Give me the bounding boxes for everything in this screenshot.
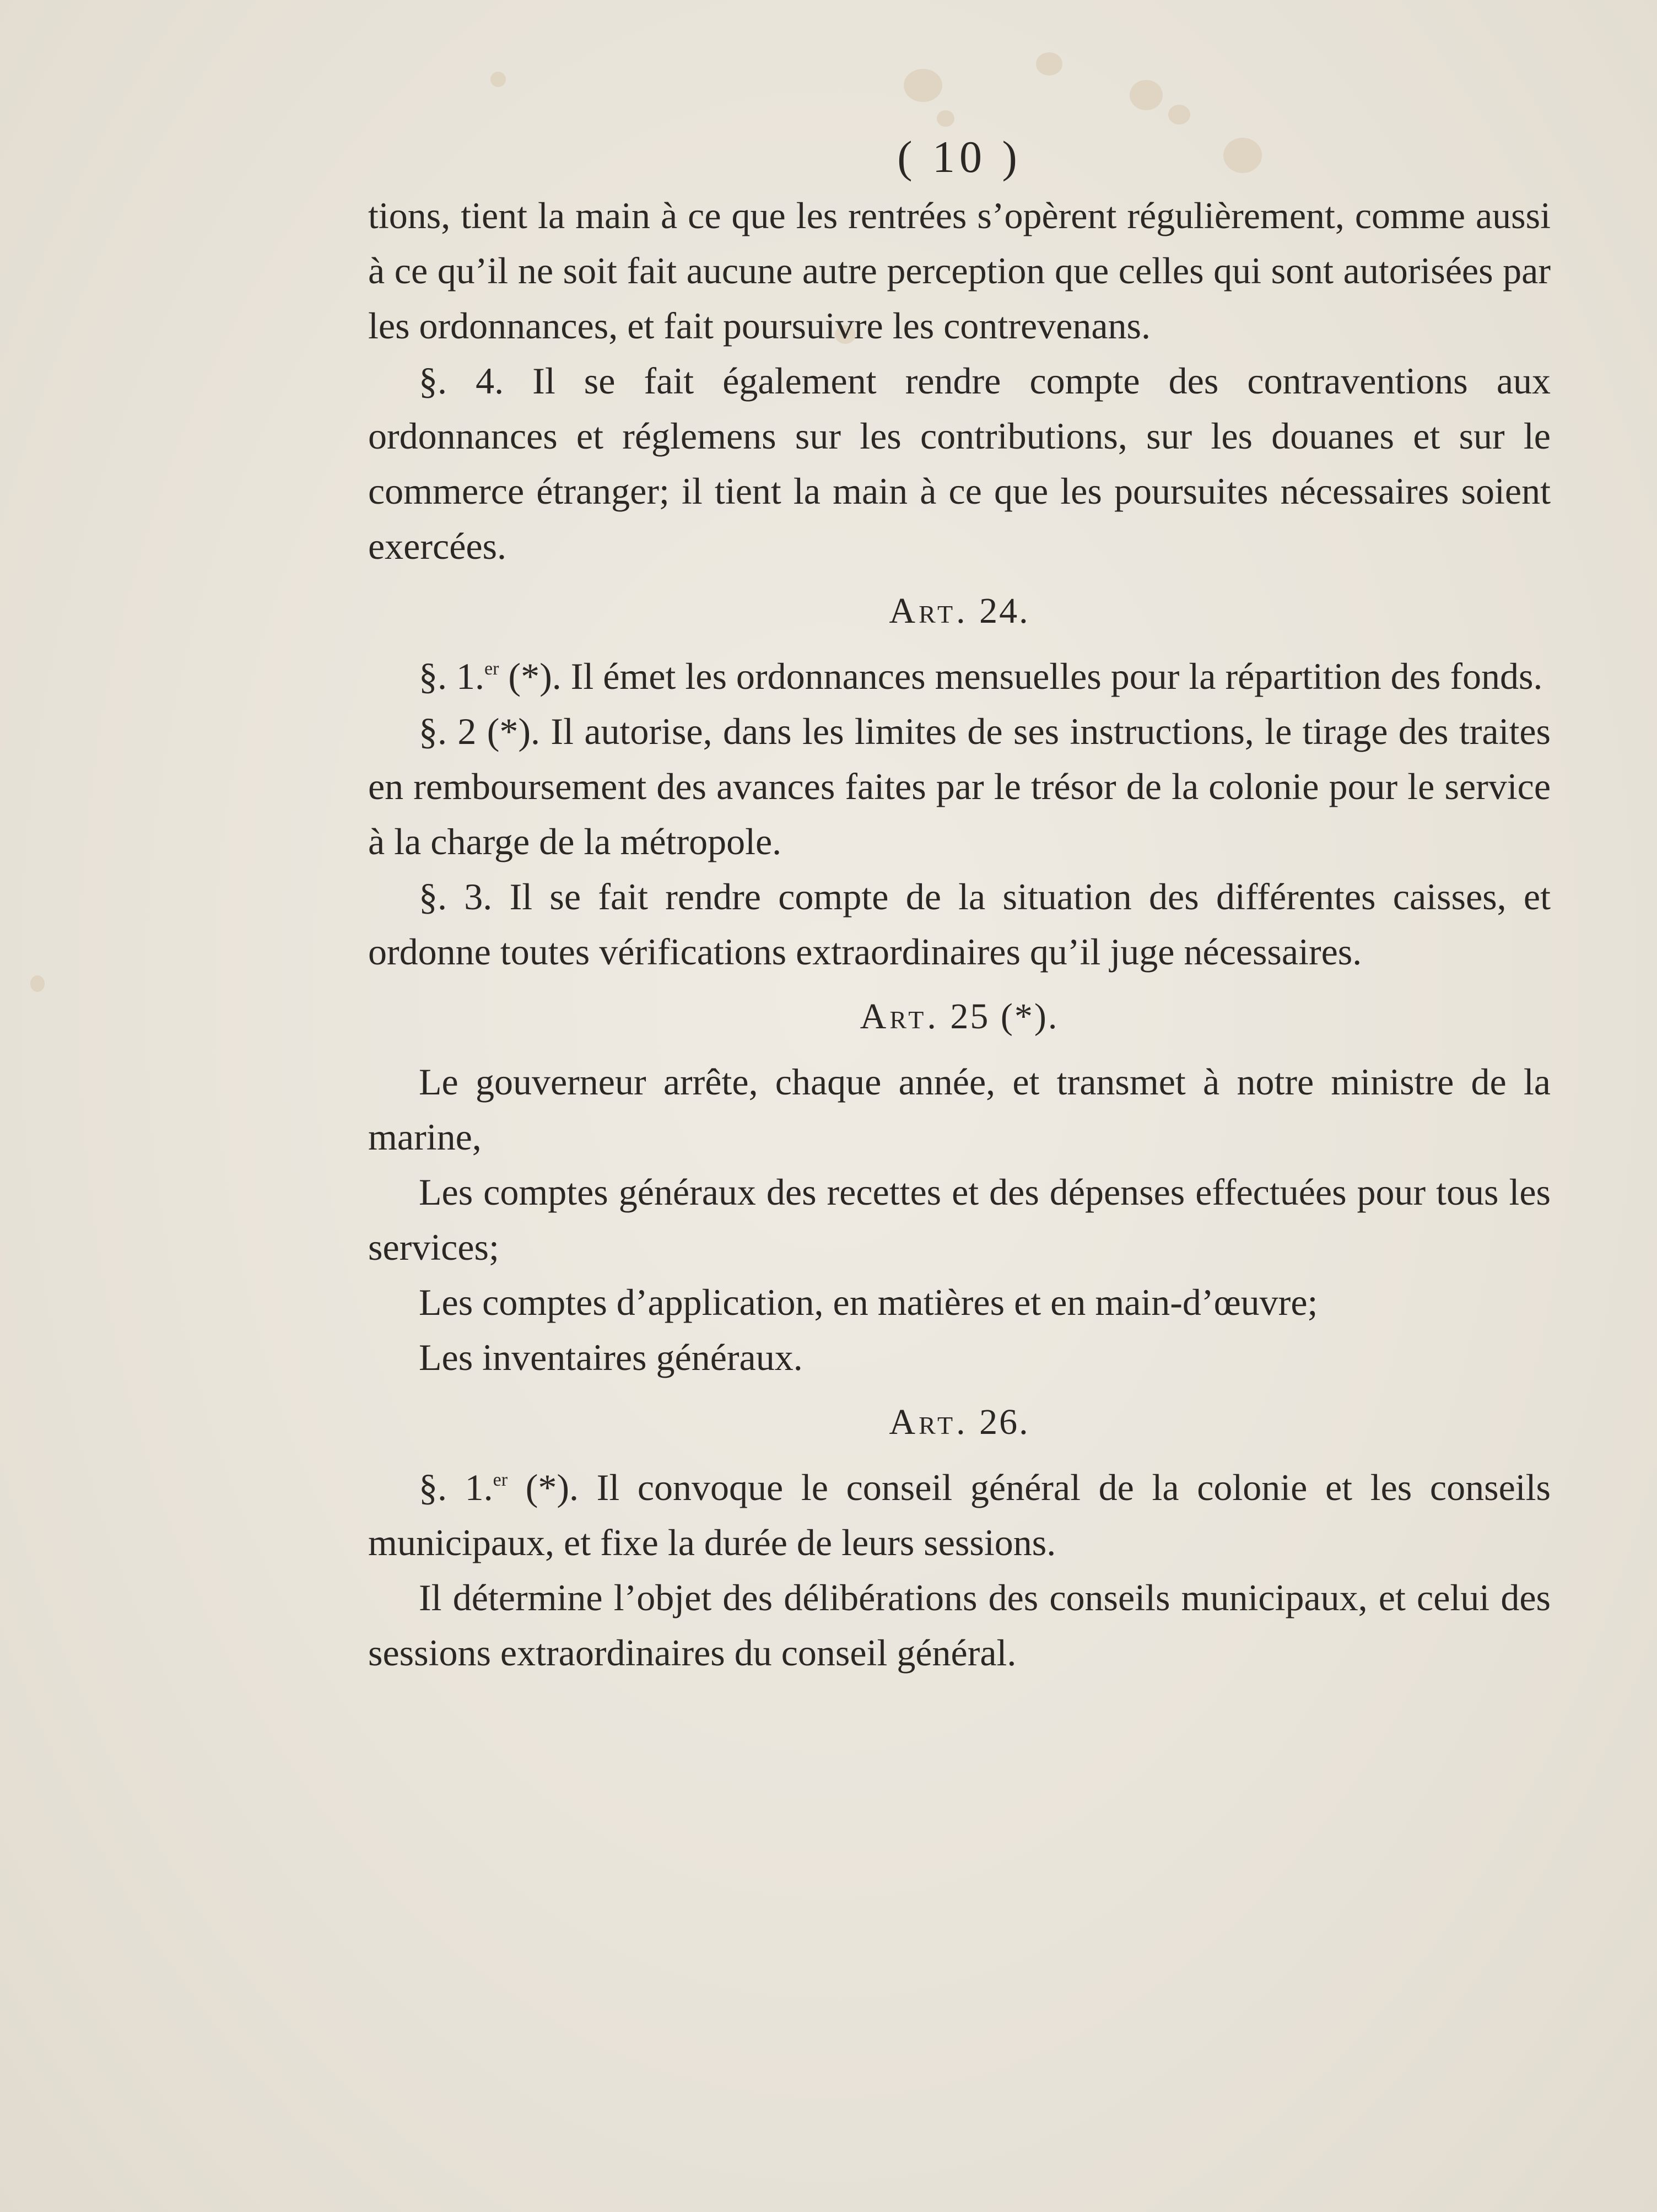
paragraph-art25-item-1: Les comptes généraux des recettes et des dépenses effectuées pour tous les services; [368,1171,1551,1268]
article-label: Art. [889,591,969,631]
article-heading-25 [368,989,1551,1044]
foxing-spot [30,975,45,992]
foxing-spot [1168,105,1190,125]
paragraph-art25-item-2: Les comptes d’application, en matières et en main-d’œuvre; [419,1281,1318,1323]
section-prefix: §. 1. [419,1466,493,1508]
article-number: 25 (*). [950,996,1059,1037]
paragraph-section-4: §. 4. Il se fait également rendre compte des contraventions aux ordonnances et réglemens sur les contributions, sur les douanes et sur le commerce étranger; il tient la main à ce que les poursuites nécessaires soient exercées. [368,360,1551,567]
article-heading-24 [368,584,1551,639]
foxing-spot [937,110,954,127]
paragraph-art24-section-3: §. 3. Il se fait rendre compte de la situation des différentes caisses, et ordonne toutes vérifications extraordinaires qu’il juge nécessaires. [368,876,1551,973]
foxing-spot [1130,80,1163,110]
paragraph-continuation: tions, tient la main à ce que les rentrées s’opèrent régulièrement, comme aussi à ce qu’il ne soit fait aucune autre perception que celles qui sont autorisées par les ordonnances, et fait poursuivre les contrevenans. [368,195,1551,347]
ordinal-superscript: er [484,659,499,679]
foxing-spot [490,72,506,87]
ordinal-superscript: er [493,1470,508,1490]
paragraph-art26-continuation: Il détermine l’objet des délibérations des conseils municipaux, et celui des sessions extraordinaires du conseil général. [368,1577,1551,1674]
paragraph-art24-section-1 [368,649,1551,704]
paragraph-text: (*). Il émet les ordonnances mensuelles pour la répartition des fonds. [499,655,1543,697]
paragraph-text: (*). Il convoque le conseil général de la colonie et les conseils municipaux, et fixe la durée de leurs sessions. [368,1466,1551,1563]
article-label: Art. [889,1402,969,1442]
foxing-spot [904,69,942,102]
paragraph-art25-item-3: Les inventaires généraux. [419,1336,803,1378]
text-block [368,130,1551,1680]
article-label: Art. [860,996,940,1037]
section-prefix: §. 1. [419,655,484,697]
article-number: 26. [979,1402,1030,1442]
paragraph-art26-section-1 [368,1460,1551,1570]
page-number: ( 10 ) [897,132,1022,182]
foxing-spot [1036,52,1062,75]
paragraph-art25-intro: Le gouverneur arrête, chaque année, et transmet à notre ministre de la marine, [368,1061,1551,1158]
article-heading-26 [368,1395,1551,1450]
article-number: 24. [979,591,1030,631]
paragraph-art24-section-2: §. 2 (*). Il autorise, dans les limites de ses instructions, le tirage des traites en remboursement des avances faites par le trésor de la colonie pour le service à la charge de la métropole. [368,710,1551,862]
